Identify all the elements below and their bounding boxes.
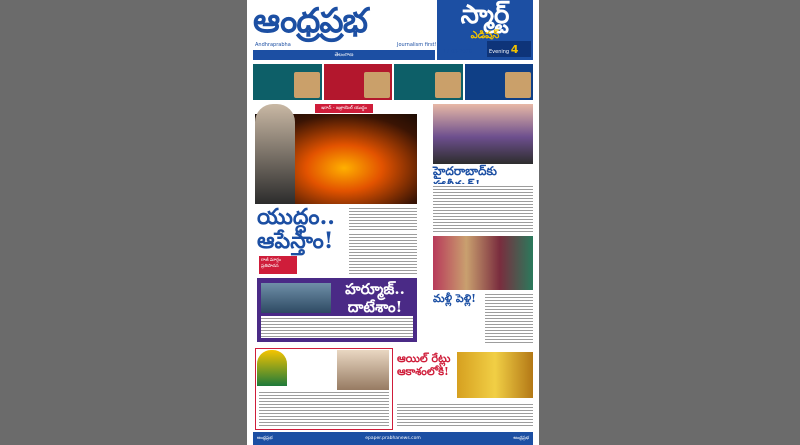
edition-sub: ఎడిషన్ — [470, 30, 500, 41]
footer-bar — [253, 432, 533, 445]
page-count: 4 — [510, 43, 519, 56]
hollywood-title: హైదరాబాద్‌కు — [433, 164, 497, 178]
promo-photo — [364, 72, 390, 98]
promo-strip — [253, 64, 533, 100]
war-kicker: ఇరాన్ - ఇజ్రాయెల్ యుద్ధం — [315, 104, 373, 113]
footer-right: ఆంధ్రప్రభ — [513, 436, 529, 441]
promo-item[interactable] — [324, 64, 393, 100]
pelli-body-text — [485, 292, 533, 344]
edition-date: 17-03-2026 — [443, 49, 473, 55]
war-body-text — [349, 206, 417, 230]
leader-photo — [255, 104, 295, 204]
region-bar: తెలంగాణ — [253, 50, 435, 60]
hormuz-headline: హర్మూజ్.. దాటేశాం! — [345, 280, 405, 316]
evening-badge — [487, 41, 531, 57]
promo-item[interactable] — [394, 64, 463, 100]
evening-label: Evening — [489, 49, 510, 55]
hormuz-body-text — [261, 316, 413, 338]
edition-title: స్మార్ట్ — [460, 0, 510, 30]
woman-photo — [257, 350, 287, 386]
footer-url[interactable]: epaper.prabhanews.com — [365, 436, 421, 441]
hollywood-photo — [433, 104, 533, 164]
ship-photo — [261, 283, 331, 313]
promo-photo — [435, 72, 461, 98]
war-tag: రాజీ మార్గం ప్రతిపాదన — [259, 256, 297, 274]
war-body-text-2 — [349, 232, 417, 274]
logo-sub-right: Journalism first! — [397, 42, 437, 48]
bottom-left-text — [259, 390, 389, 426]
oil-photo — [457, 352, 533, 398]
footer-left: ఆంధ్రప్రభ — [257, 436, 273, 441]
hollywood-body-text — [433, 184, 533, 232]
promo-item[interactable] — [465, 64, 534, 100]
logo-text: ఆంధ్రప్రభ — [253, 1, 368, 41]
promo-photo — [294, 72, 320, 98]
promo-photo — [505, 72, 531, 98]
pelli-headline: మళ్లీ పెళ్లి! — [433, 292, 476, 305]
logo-sub-left: Andhraprabha — [255, 42, 291, 48]
oil-headline: ఆయిల్ రేట్లు ఆకాశంలోకి! — [397, 352, 451, 378]
war-headline: యుద్ధం.. ఆపేస్తాం! — [257, 204, 335, 254]
oil-body-text — [397, 402, 533, 428]
promo-item[interactable] — [253, 64, 322, 100]
newspaper-page — [247, 0, 539, 445]
wedding-photo — [433, 236, 533, 290]
